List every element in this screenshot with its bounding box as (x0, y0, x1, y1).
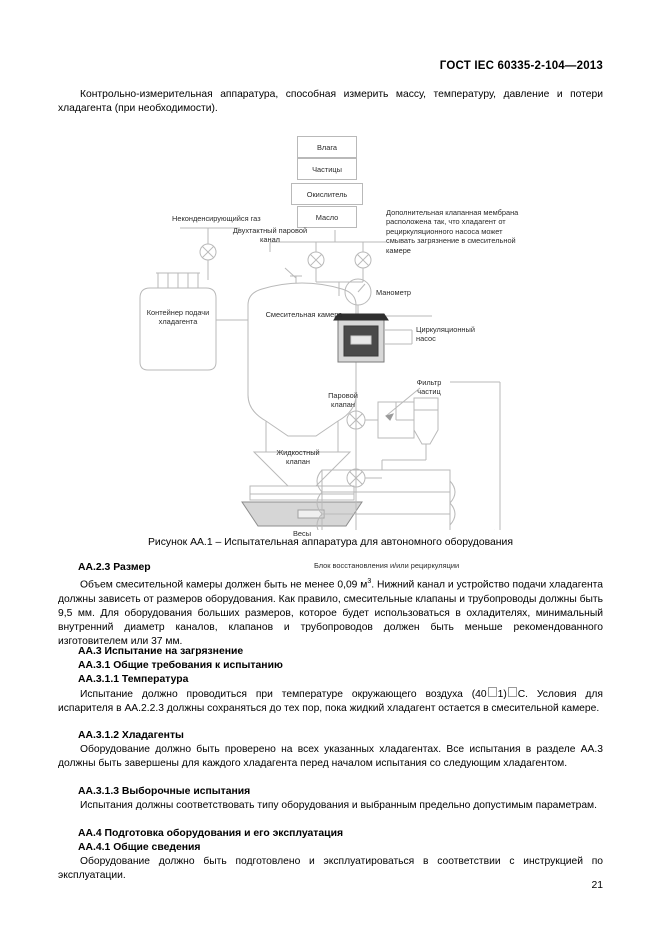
figure-box-particles: Частицы (297, 158, 357, 180)
heading-aa-4: АА.4 Подготовка оборудования и его эксплуатация (78, 828, 344, 839)
paragraph-aa-3-1-3: Испытания должны соответствовать типу оборудования и выбранным предельно допустимым параметрам. (80, 800, 597, 811)
figure-label-two-stroke-vapor-channel: Двухтактный паровой канал (232, 226, 308, 245)
paragraph-aa-3-1-1-mid: 1) (497, 689, 507, 700)
heading-aa-4-1: АА.4.1 Общие сведения (78, 842, 201, 853)
figure-label-noncondensing-gas: Неконденсирующийся газ (172, 214, 261, 223)
figure-label-mixing-chamber: Смесительная камера (265, 310, 343, 319)
paragraph-aa-4-1: Оборудование должно быть подготовлено и эксплуатироваться в соответствии с инструкцией по эксплуатации. (58, 856, 603, 882)
plus-minus-missing-glyph-icon (488, 687, 497, 697)
heading-aa-3-1: АА.3.1 Общие требования к испытанию (78, 660, 283, 671)
intro-paragraph: Контрольно-измерительная аппаратура, способная измерить массу, температуру, давление и потери хладагента (при необходимости). (58, 89, 603, 115)
document-header-standard-number: ГОСТ IEC 60335-2-104—2013 (439, 60, 603, 72)
heading-aa-2-3: АА.2.3 Размер (78, 562, 151, 573)
figure-label-manometer: Манометр (376, 288, 411, 297)
figure-caption: Рисунок АА.1 – Испытательная аппаратура для автономного оборудования (148, 537, 513, 548)
figure-label-particle-filter: Фильтр частиц (416, 378, 442, 397)
figure-label-scales: Весы (292, 529, 312, 538)
figure-box-moisture: Влага (297, 136, 357, 158)
figure-box-oil: Масло (297, 206, 357, 228)
paragraph-aa-2-3-post: . Нижний канал и устройство подачи хладагента должны зависеть от размеров оборудования. Как правило, смесительные клапаны и трубопроводы должны быть 9,5 мм. Для оборудования больших размеров, которое будет использоваться в охладителях, минимальный внутренний диаметр каналов, клапанов и трубопроводов должен быть меньше рекомендованного изготовителем или 37 мм. (58, 579, 603, 648)
paragraph-aa-3-1-1 (58, 687, 603, 716)
paragraph-aa-3-1-1-pre: Испытание должно проводиться при температуре окружающего воздуха (40 (80, 689, 487, 700)
figure-annotation-note: Дополнительная клапанная мембрана расположена так, что хладагент от рециркуляционного насоса может смывать загрязнение в смесительной камере (386, 208, 519, 255)
heading-aa-3-1-2: АА.3.1.2 Хладагенты (78, 730, 184, 741)
figure-label-vapor-valve: Паровой клапан (328, 391, 358, 410)
page-number: 21 (591, 880, 603, 891)
paragraph-aa-3-1-1-post: С. Условия для испарителя в АА.2.2.3 должны сохраняться до тех пор, пока жидкий хладагент остается в смесительной камере. (58, 689, 603, 715)
paragraph-aa-2-3-pre: Объем смесительной камеры должен быть не менее 0,09 м (80, 579, 368, 591)
heading-aa-3-1-1: АА.3.1.1 Температура (78, 674, 189, 685)
figure-label-liquid-valve: Жидкостный клапан (276, 448, 320, 467)
heading-aa-3-1-3: АА.3.1.3 Выборочные испытания (78, 786, 251, 797)
paragraph-aa-2-3-superscript: 3 (367, 578, 372, 585)
figure-label-circulation-pump: Циркуляционный насос (416, 325, 475, 344)
figure-box-oxidant: Окислитель (291, 183, 363, 205)
heading-aa-3: АА.3 Испытание на загрязнение (78, 646, 244, 657)
paragraph-aa-2-3 (58, 575, 603, 649)
degree-missing-glyph-icon (508, 687, 517, 697)
figure-label-recovery-unit: Блок восстановления и/или рециркуляции (314, 561, 460, 570)
figure-label-refrigerant-supply-container: Контейнер подачи хладагента (146, 308, 210, 327)
paragraph-aa-3-1-2: Оборудование должно быть проверено на всех указанных хладагентах. Все испытания в разделе АА.3 должны быть завершены для каждого хладагента перед началом испытания со следующим хладагентом. (58, 744, 603, 770)
